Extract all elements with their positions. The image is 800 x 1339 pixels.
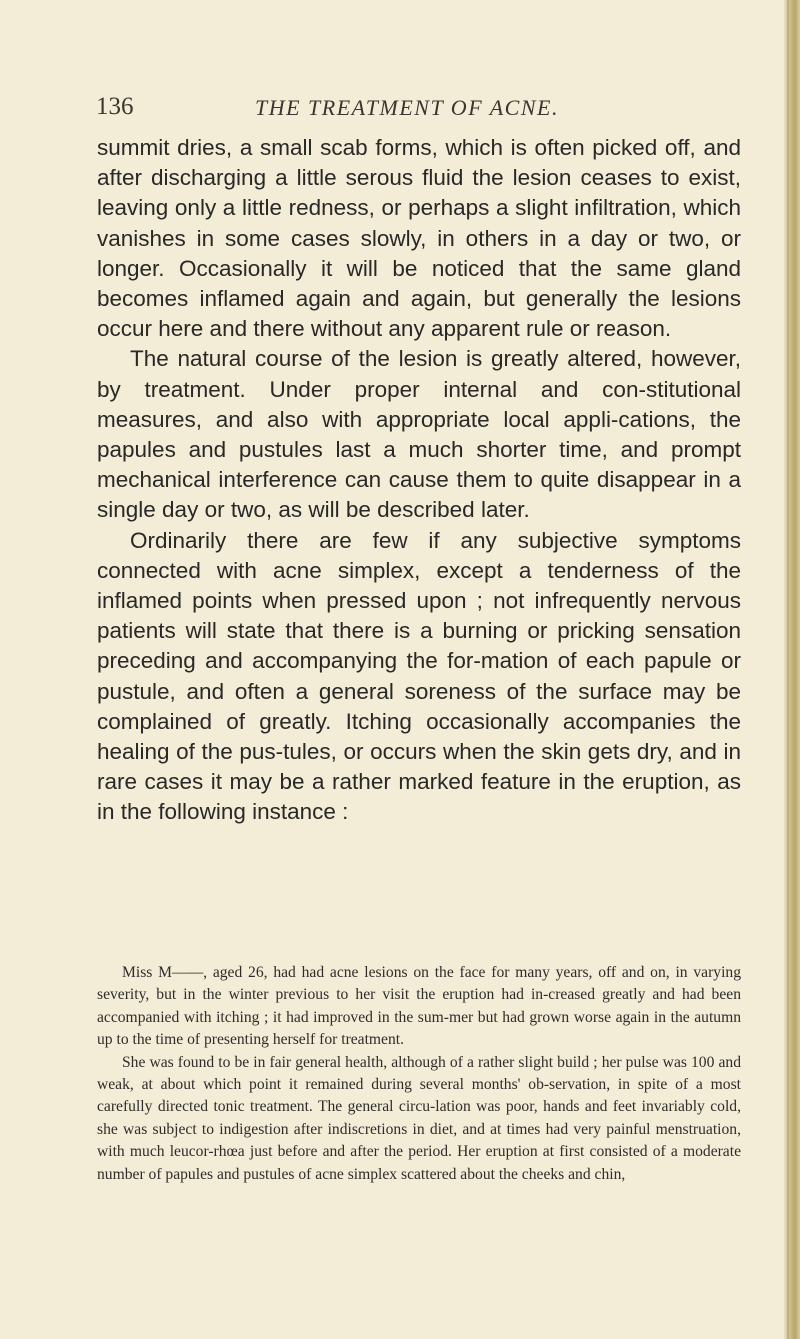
page-edge <box>784 0 800 1339</box>
paragraph-2: The natural course of the lesion is greatly altered, however, by treatment. Under proper internal and con-stitutional measures, and also with appropriate local appli-cations, the papules and pustules last a much shorter time, and prompt mechanical interference can cause them to quite disappear in a single day or two, as will be described later. <box>97 346 741 523</box>
running-title: THE TREATMENT OF ACNE. <box>255 95 559 120</box>
case-note-paragraph-1: Miss M——, aged 26, had had acne lesions on the face for many years, off and on, in varying severity, but in the winter previous to her visit the eruption had in-creased greatly and had been accompanied with itching ; it had improved in the sum-mer but had grown worse again in the autumn up to the time of presenting herself for treatment. <box>97 964 741 1049</box>
paragraph-3: Ordinarily there are few if any subjective symptoms connected with acne simplex, except a tenderness of the inflamed points when pressed upon ; not infrequently nervous patients will state that there is a burning or pricking sensation preceding and accompanying the for-mation of each papule or pustule, and often a general soreness of the surface may be complained of greatly. Itching occasionally accompanies the healing of the pus-tules, or occurs when the skin gets dry, and in rare cases it may be a rather marked feature in the eruption, as in the following instance : <box>97 527 741 825</box>
case-note <box>97 962 741 1186</box>
main-text <box>97 133 741 828</box>
page-header <box>96 93 736 133</box>
paragraph-1: summit dries, a small scab forms, which is often picked off, and after discharging a little serous fluid the lesion ceases to exist, leaving only a little redness, or perhaps a slight infiltration, which vanishes in some cases slowly, in others in a day or two, or longer. Occasionally it will be noticed that the same gland becomes inflamed again and again, but generally the lesions occur here and there without any apparent rule or reason. <box>97 135 741 342</box>
case-note-paragraph-2: She was found to be in fair general health, although of a rather slight build ; her pulse was 100 and weak, at about which point it remained during several months' ob-servation, in spite of a most carefully directed tonic treatment. The general circu-lation was poor, hands and feet invariably cold, she was subject to indigestion after indiscretions in diet, and at times had very painful menstruation, with much leucor-rhœa just before and after the period. Her eruption at first consisted of a moderate number of papules and pustules of acne simplex scattered about the cheeks and chin, <box>97 1053 741 1183</box>
page-number: 136 <box>96 93 134 120</box>
